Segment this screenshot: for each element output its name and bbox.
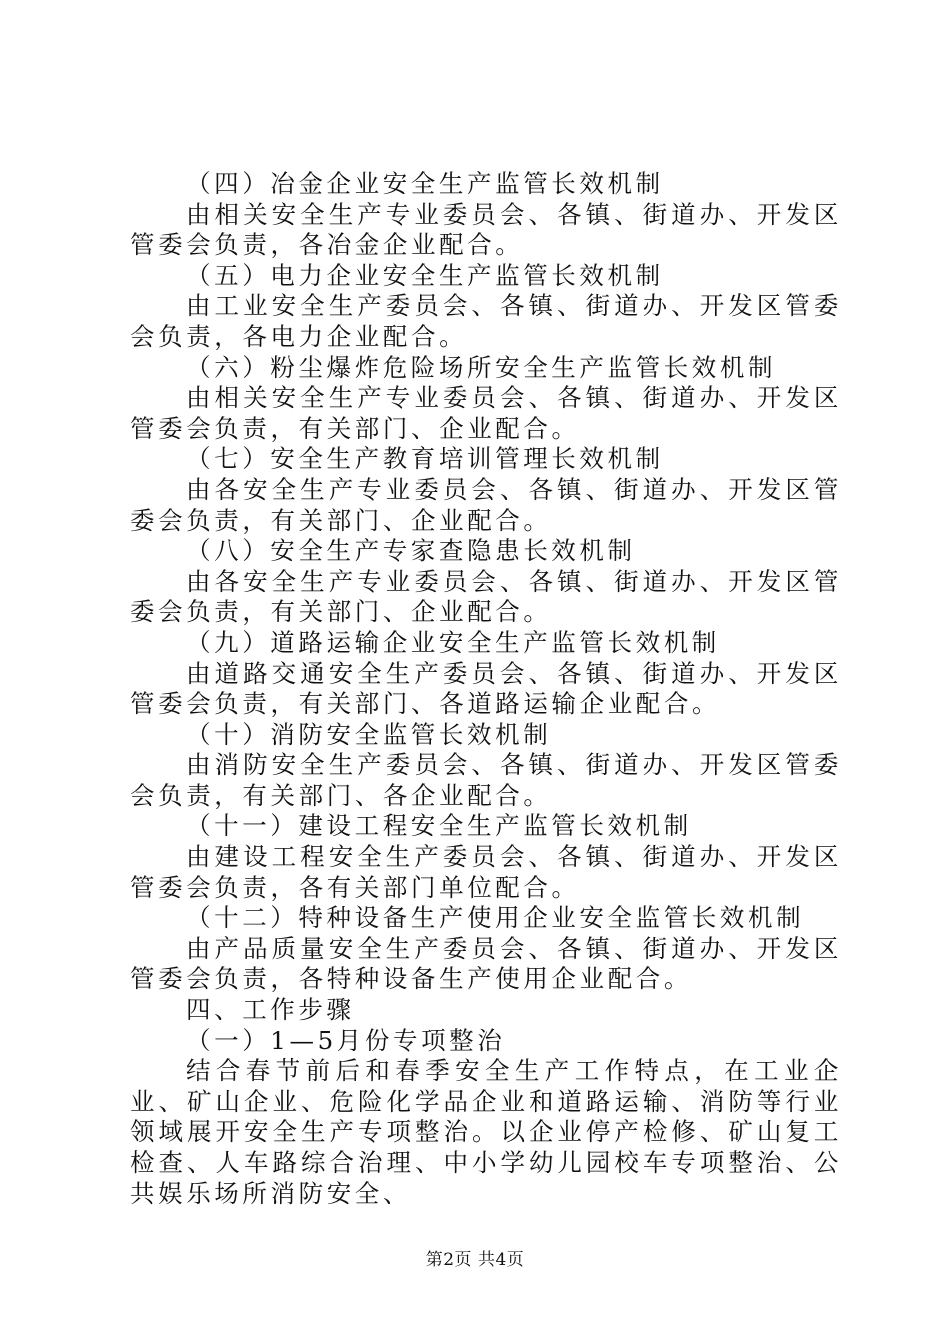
body-paragraph: 由消防安全生产委员会、各镇、街道办、开发区管委会负责，有关部门、各企业配合。 — [130, 750, 842, 810]
body-paragraph: 由各安全生产专业委员会、各镇、街道办、开发区管委会负责，有关部门、企业配合。 — [130, 474, 842, 535]
section-heading-11: （十一）建设工程安全生产监管长效机制 — [186, 811, 692, 841]
body-paragraph: 由道路交通安全生产委员会、各镇、街道办、开发区管委会负责，有关部门、各道路运输企业配合。 — [130, 658, 842, 719]
body-paragraph: 由相关安全生产专业委员会、各镇、街道办、开发区管委会负责，有关部门、企业配合。 — [130, 383, 842, 443]
page-number-footer: 第2页 共4页 — [425, 1250, 525, 1270]
body-paragraph: 由工业安全生产委员会、各镇、街道办、开发区管委会负责，各电力企业配合。 — [130, 291, 842, 351]
section-heading-4: （四）冶金企业安全生产监管长效机制 — [186, 169, 664, 198]
section-heading-10: （十）消防安全监管长效机制 — [186, 719, 552, 749]
chapter-heading-work-steps: 四、工作步骤 — [186, 995, 355, 1025]
body-paragraph: 结合春节前后和春季安全生产工作特点，在工业企业、矿山企业、危险化学品企业和道路运输、消防等行业领域展开安全生产专项整治。以企业停产检修、矿山复工检查、人车路综合治理、中小学幼儿园校车专项整治、公共娱乐场所消防安全、 — [130, 1056, 842, 1208]
section-heading-7: （七）安全生产教育培训管理长效机制 — [186, 444, 664, 474]
section-heading-step-1: （一）1—5月份专项整治 — [186, 1025, 506, 1055]
section-heading-5: （五）电力企业安全生产监管长效机制 — [186, 260, 664, 290]
section-heading-8: （八）安全生产专家查隐患长效机制 — [186, 536, 636, 566]
section-heading-9: （九）道路运输企业安全生产监管长效机制 — [186, 627, 720, 657]
body-paragraph: 由相关安全生产专业委员会、各镇、街道办、开发区管委会负责，各冶金企业配合。 — [130, 199, 842, 260]
body-paragraph: 由建设工程安全生产委员会、各镇、街道办、开发区管委会负责，各有关部门单位配合。 — [130, 842, 842, 902]
body-paragraph: 由各安全生产专业委员会、各镇、街道办、开发区管委会负责，有关部门、企业配合。 — [130, 566, 842, 627]
section-heading-6: （六）粉尘爆炸危险场所安全生产监管长效机制 — [186, 352, 777, 382]
body-paragraph: 由产品质量安全生产委员会、各镇、街道办、开发区管委会负责，各特种设备生产使用企业配合。 — [130, 933, 842, 994]
section-heading-12: （十二）特种设备生产使用企业安全监管长效机制 — [186, 903, 805, 933]
document-body — [130, 169, 842, 1209]
